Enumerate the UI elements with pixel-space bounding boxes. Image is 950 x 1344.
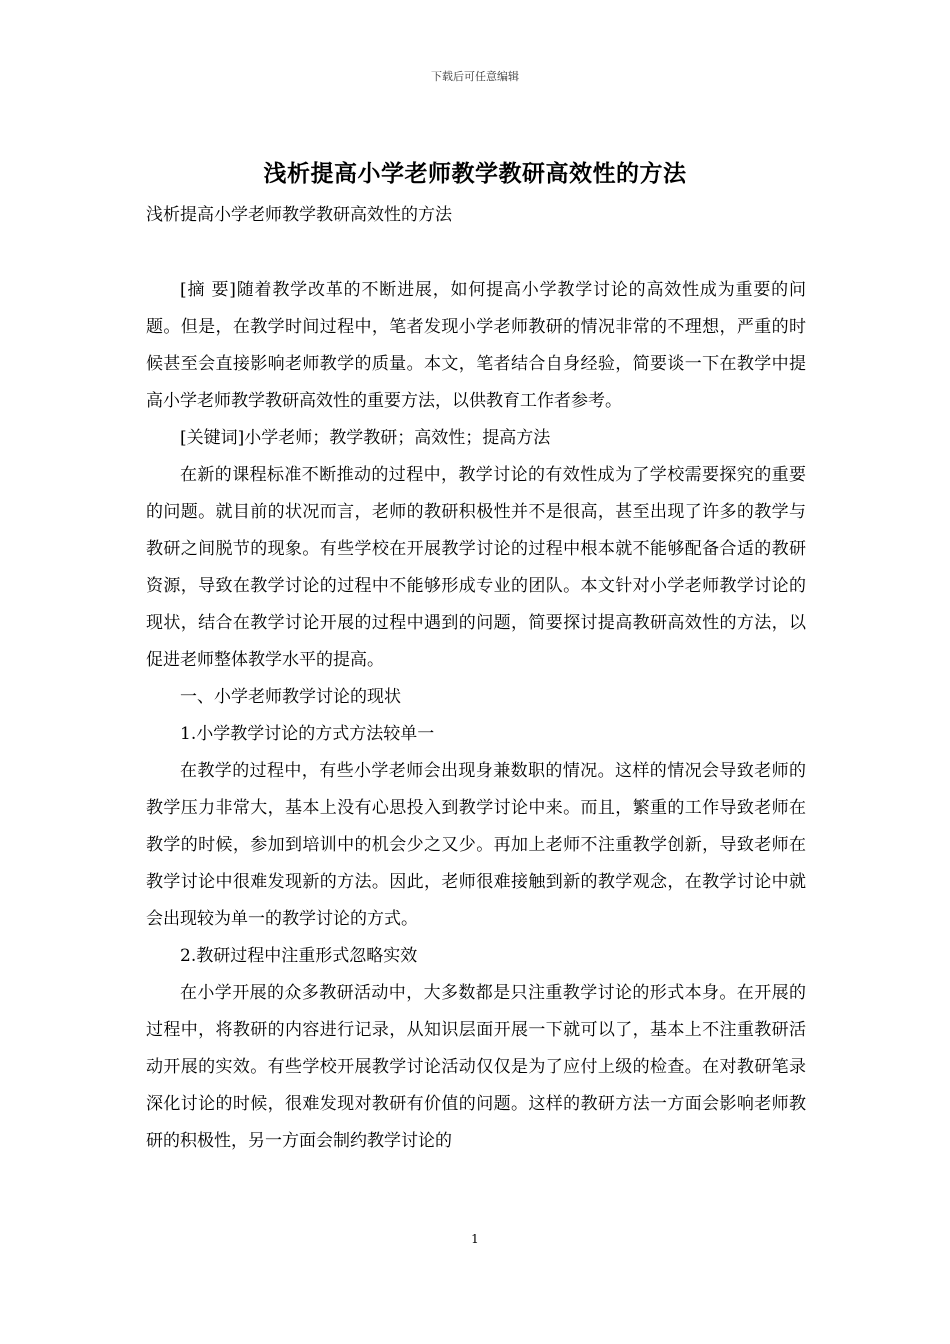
page-header: 下载后可任意编辑 <box>431 70 519 83</box>
document-title: 浅析提高小学老师教学教研高效性的方法 <box>263 160 687 187</box>
document-subtitle: 浅析提高小学老师教学教研高效性的方法 <box>146 205 452 225</box>
intro-paragraph: 在新的课程标准不断推动的过程中，教学讨论的有效性成为了学校需要探究的重要的问题。就目前的状况而言，老师的教研积极性并不是很高，甚至出现了许多的教学与教研之间脱节的现象。有些学校在开展教学讨论的过程中根本就不能够配备合适的教研资源，导致在教学讨论的过程中不能够形成专业的团队。本文针对小学老师教学讨论的现状，结合在教学讨论开展的过程中遇到的问题，简要探讨提高教研高效性的方法，以促进老师整体教学水平的提高。 <box>146 465 806 670</box>
subsection-heading: 2.教研过程中注重形式忽略实效 <box>180 946 418 966</box>
keywords-paragraph: [关键词]小学老师；教学教研；高效性；提高方法 <box>180 428 551 448</box>
body-paragraph: 在教学的过程中，有些小学老师会出现身兼数职的情况。这样的情况会导致老师的教学压力非常大，基本上没有心思投入到教学讨论中来。而且，繁重的工作导致老师在教学的时候，参加到培训中的机会少之又少。再加上老师不注重教学创新，导致老师在教学讨论中很难发现新的方法。因此，老师很难接触到新的教学观念，在教学讨论中就会出现较为单一的教学讨论的方式。 <box>146 761 806 929</box>
body-paragraph: 在小学开展的众多教研活动中，大多数都是只注重教学讨论的形式本身。在开展的过程中，将教研的内容进行记录，从知识层面开展一下就可以了，基本上不注重教研活动开展的实效。有些学校开展教学讨论活动仅仅是为了应付上级的检查。在对教研笔录深化讨论的时候，很难发现对教研有价值的问题。这样的教研方法一方面会影响老师教研的积极性，另一方面会制约教学讨论的 <box>146 983 806 1151</box>
abstract-paragraph: [摘 要]随着教学改革的不断进展，如何提高小学教学讨论的高效性成为重要的问题。但是，在教学时间过程中，笔者发现小学老师教研的情况非常的不理想，严重的时候甚至会直接影响老师教学的质量。本文，笔者结合自身经验，简要谈一下在教学中提高小学老师教学教研高效性的重要方法，以供教育工作者参考。 <box>146 280 806 411</box>
subsection-heading: 1.小学教学讨论的方式方法较单一 <box>180 724 435 744</box>
document-body <box>146 272 806 1160</box>
section-heading: 一、小学老师教学讨论的现状 <box>180 687 401 707</box>
page-number: 1 <box>471 1232 479 1246</box>
